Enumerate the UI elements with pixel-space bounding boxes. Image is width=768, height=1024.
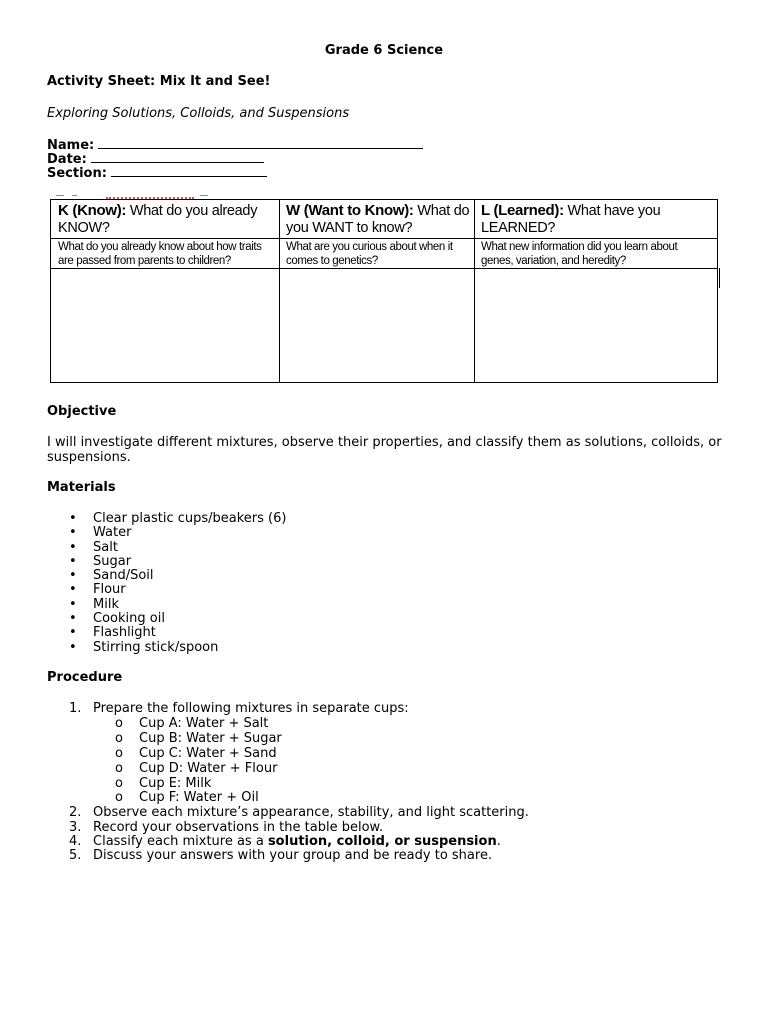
list-item: • Milk [69,596,119,612]
procedure-step-2: 2. Observe each mixture’s appearance, stability, and light scattering. [69,805,529,820]
procedure-step-3: 3. Record your observations in the table below. [69,820,384,835]
materials-list [69,511,287,655]
list-item: • Sand/Soil [69,568,154,584]
name-blank[interactable] [98,137,423,149]
list-item: o Cup B: Water + Sugar [115,730,282,746]
list-item: o Cup A: Water + Salt [115,716,269,731]
grade-title: Grade 6 Science [324,43,444,58]
section-label: Section: [47,166,107,181]
kwl-want-prompt: What are you curious about when it comes to genetics? [286,241,453,267]
artifact-mark [56,195,64,196]
list-item: • Salt [69,539,118,555]
cup-list [115,716,282,806]
list-item: o Cup F: Water + Oil [115,790,259,806]
list-item: o Cup E: Milk [115,775,212,791]
list-item: o Cup C: Water + Sand [115,745,277,761]
section-blank[interactable] [111,165,267,177]
list-item: • Water [69,525,132,541]
objective-heading: Objective [47,404,117,419]
kwl-learned-heading: L (Learned): What have you LEARNED? [481,202,661,236]
artifact-mark [200,195,208,196]
kwl-know-prompt: What do you already know about how traits are passed from parents to children? [58,241,262,267]
objective-text-line2: suspensions. [47,450,131,465]
kwl-learned-answer-box[interactable] [475,269,717,382]
name-label: Name: [47,138,95,153]
kwl-chart [50,199,718,383]
procedure-step-1: 1. Prepare the following mixtures in separate cups: [69,701,409,716]
list-item: o Cup D: Water + Flour [115,760,278,776]
kwl-know-heading: K (Know): What do you already KNOW? [58,202,258,236]
text-cursor [719,268,720,288]
procedure-step-5: 5. Discuss your answers with your group and be ready to share. [69,848,493,863]
date-blank[interactable] [91,151,264,163]
activity-title: Activity Sheet: Mix It and See! [47,74,271,89]
list-item: • Stirring stick/spoon [69,639,219,655]
objective-text-line1: I will investigate different mixtures, observe their properties, and classify them as solutions, colloids, or [47,435,722,450]
list-item: • Clear plastic cups/beakers (6) [69,511,287,526]
list-item: • Sugar [69,553,132,569]
materials-heading: Materials [47,480,116,495]
kwl-row-divider [51,238,717,239]
kwl-want-answer-box[interactable] [280,269,473,382]
activity-subtitle: Exploring Solutions, Colloids, and Suspensions [47,106,350,121]
procedure-heading: Procedure [47,670,123,685]
list-item: • Flashlight [69,625,156,641]
kwl-learned-prompt: What new information did you learn about genes, variation, and heredity? [481,241,678,267]
artifact-mark [72,195,77,196]
list-item: • Cooking oil [69,611,165,627]
kwl-want-heading: W (Want to Know): What do you WANT to know? [286,202,470,236]
kwl-know-answer-box[interactable] [52,269,278,382]
section-field[interactable] [47,165,267,181]
date-label: Date: [47,152,87,167]
procedure-step-4: 4. Classify each mixture as a solution, colloid, or suspension. [69,834,501,849]
list-item: • Flour [69,582,126,598]
